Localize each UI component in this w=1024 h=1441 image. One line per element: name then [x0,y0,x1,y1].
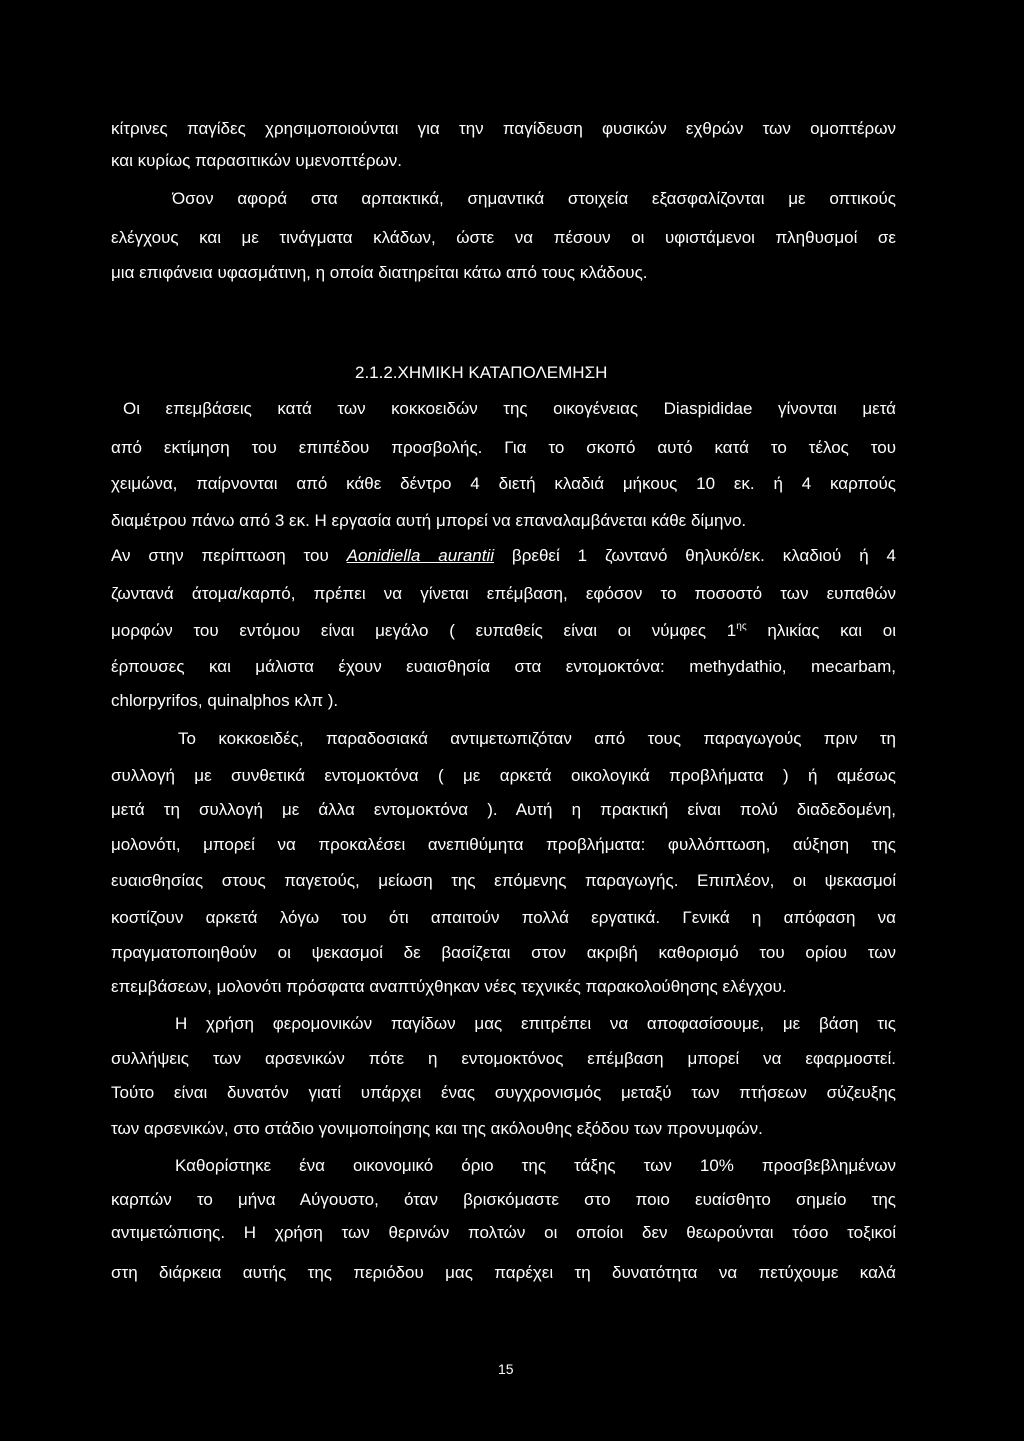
text-line: διαμέτρου πάνω από 3 εκ. Η εργασία αυτή μπορεί να επαναλαμβάνεται κάθε δίμηνο. [111,511,747,530]
text-line: κοστίζουν αρκετά λόγω του ότι απαιτούν πολλά εργατικά. Γενικά η απόφαση να [111,908,896,927]
text-line [111,620,896,642]
text-line: συλλήψεις των αρσενικών πότε η εντομοκτόνος επέμβαση μπορεί να εφαρμοστεί. [111,1049,896,1068]
text-line: από εκτίμηση του επιπέδου προσβολής. Για το σκοπό αυτό κατά το τέλος του [111,438,896,457]
text-line: κίτρινες παγίδες χρησιμοποιούνται για την παγίδευση φυσικών εχθρών των ομοπτέρων [111,119,896,138]
text-line: των αρσενικών, στο στάδιο γονιμοποίησης και της ακόλουθης εξόδου των προνυμφών. [111,1119,763,1138]
text-line: χειμώνα, παίρνονται από κάθε δέντρο 4 διετή κλαδιά μήκους 10 εκ. ή 4 καρπούς [111,474,896,493]
text-line: αντιμετώπισης. Η χρήση των θερινών πολτών οι οποίοι δεν θεωρούνται τόσο τοξικοί [111,1223,896,1242]
section-heading: 2.1.2.ΧΗΜΙΚΗ ΚΑΤΑΠΟΛΕΜΗΣΗ [355,363,608,382]
superscript: ης [736,621,747,632]
text-line: και κυρίως παρασιτικών υμενοπτέρων. [111,151,402,170]
text-line: Τούτο είναι δυνατόν γιατί υπάρχει ένας συγχρονισμός μεταξύ των πτήσεων σύζευξης [111,1083,896,1102]
text-line: ευαισθησίας στους παγετούς, μείωση της επόμενης παραγωγής. Επιπλέον, οι ψεκασμοί [111,871,896,890]
text-line: ελέγχους και με τινάγματα κλάδων, ώστε να πέσουν οι υφιστάμενοι πληθυσμοί σε [111,228,896,247]
text-line: καρπών το μήνα Αύγουστο, όταν βρισκόμαστε στο ποιο ευαίσθητο σημείο της [111,1190,896,1209]
text-line: έρπουσες και μάλιστα έχουν ευαισθησία στα εντομοκτόνα: methydathio, mecarbam, [111,657,896,676]
text-segment: ηλικίας και οι [746,621,896,640]
text-segment: μορφών του εντόμου είναι μεγάλο ( ευπαθείς είναι οι νύμφες 1 [111,621,737,640]
text-line: μετά τη συλλογή με άλλα εντομοκτόνα ). Αυτή η πρακτική είναι πολύ διαδεδομένη, [111,800,896,819]
species-name: Aonidiella aurantii [346,546,495,565]
text-line: Καθορίστηκε ένα οικονομικό όριο της τάξης των 10% προσβεβλημένων [175,1156,896,1175]
page-number: 15 [498,1361,514,1377]
text-line: ζωντανά άτομα/καρπό, πρέπει να γίνεται επέμβαση, εφόσον το ποσοστό των ευπαθών [111,584,896,603]
text-line: μια επιφάνεια υφασμάτινη, η οποία διατηρείται κάτω από τους κλάδους. [111,263,648,282]
text-line: στη διάρκεια αυτής της περιόδου μας παρέχει τη δυνατότητα να πετύχουμε καλά [111,1263,896,1282]
text-segment: Αν στην περίπτωση του [111,546,347,565]
text-line: μολονότι, μπορεί να προκαλέσει ανεπιθύμητα προβλήματα: φυλλόπτωση, αύξηση της [111,835,896,854]
text-line: επεμβάσεων, μολονότι πρόσφατα αναπτύχθηκαν νέες τεχνικές παρακολούθησης ελέγχου. [111,977,787,996]
text-line: συλλογή με συνθετικά εντομοκτόνα ( με αρκετά οικολογικά προβλήματα ) ή αμέσως [111,766,896,785]
text-line: πραγματοποιηθούν οι ψεκασμοί δε βασίζεται στον ακριβή καθορισμό του ορίου των [111,943,896,962]
text-line [111,545,896,567]
text-line: chlorpyrifos, quinalphos κλπ ). [111,691,339,710]
text-line: Οι επεμβάσεις κατά των κοκκοειδών της οικογένειας Diaspididae γίνονται μετά [123,399,896,418]
text-segment: βρεθεί 1 ζωντανό θηλυκό/εκ. κλαδιού ή 4 [494,546,896,565]
text-line: Η χρήση φερομονικών παγίδων μας επιτρέπει να αποφασίσουμε, με βάση τις [175,1014,896,1033]
text-line: Το κοκκοειδές, παραδοσιακά αντιμετωπιζόταν από τους παραγωγούς πριν τη [178,729,896,748]
text-line: Όσον αφορά στα αρπακτικά, σημαντικά στοιχεία εξασφαλίζονται με οπτικούς [172,189,896,208]
